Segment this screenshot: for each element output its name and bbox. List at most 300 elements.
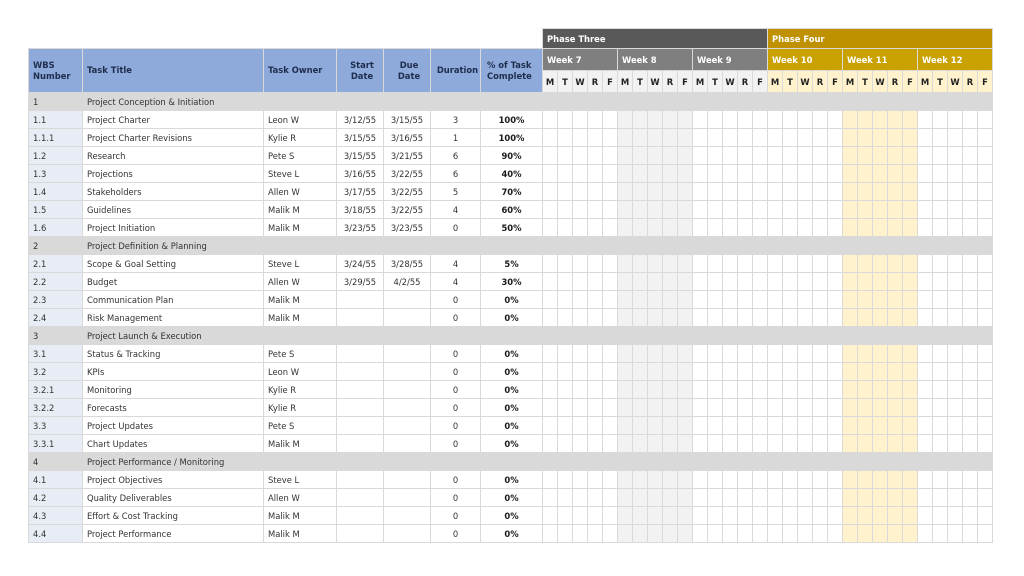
timeline-cell[interactable] [663,489,678,507]
timeline-cell[interactable] [873,255,888,273]
timeline-cell[interactable] [843,291,858,309]
wbs-number[interactable]: 1.3 [29,165,83,183]
duration[interactable]: 0 [431,399,481,417]
timeline-cell[interactable] [798,111,813,129]
timeline-cell[interactable] [858,399,873,417]
timeline-cell[interactable] [603,471,618,489]
timeline-cell[interactable] [948,489,963,507]
timeline-cell[interactable] [858,471,873,489]
task-row[interactable] [29,255,993,273]
timeline-cell[interactable] [588,309,603,327]
timeline-cell[interactable] [633,147,648,165]
timeline-cell[interactable] [948,345,963,363]
timeline-cell[interactable] [918,273,933,291]
timeline-cell[interactable] [948,417,963,435]
timeline-cell[interactable] [588,219,603,237]
percent-complete[interactable]: 0% [481,399,543,417]
timeline-cell[interactable] [978,507,993,525]
start-date[interactable]: 3/23/55 [337,219,384,237]
timeline-cell[interactable] [903,291,918,309]
timeline-cell[interactable] [948,525,963,543]
timeline-cell[interactable] [858,525,873,543]
timeline-cell[interactable] [858,507,873,525]
timeline-cell[interactable] [693,471,708,489]
timeline-cell[interactable] [633,381,648,399]
percent-complete[interactable]: 40% [481,165,543,183]
timeline-cell[interactable] [828,399,843,417]
timeline-cell[interactable] [978,201,993,219]
duration[interactable]: 0 [431,525,481,543]
timeline-cell[interactable] [753,489,768,507]
timeline-cell[interactable] [888,183,903,201]
timeline-cell[interactable] [753,471,768,489]
timeline-cell[interactable] [903,273,918,291]
timeline-cell[interactable] [888,147,903,165]
task-title[interactable]: Project Performance [83,525,264,543]
wbs-number[interactable]: 4.4 [29,525,83,543]
timeline-cell[interactable] [648,507,663,525]
timeline-cell[interactable] [543,363,558,381]
timeline-cell[interactable] [738,489,753,507]
timeline-cell[interactable] [558,399,573,417]
task-owner[interactable]: Pete S [264,417,337,435]
timeline-cell[interactable] [663,381,678,399]
timeline-cell[interactable] [933,201,948,219]
timeline-cell[interactable] [618,291,633,309]
timeline-cell[interactable] [783,111,798,129]
task-row[interactable] [29,165,993,183]
timeline-cell[interactable] [963,165,978,183]
timeline-cell[interactable] [978,147,993,165]
timeline-cell[interactable] [663,219,678,237]
timeline-cell[interactable] [618,417,633,435]
timeline-cell[interactable] [573,255,588,273]
timeline-cell[interactable] [663,399,678,417]
timeline-cell[interactable] [678,471,693,489]
duration[interactable]: 6 [431,147,481,165]
timeline-cell[interactable] [903,219,918,237]
task-title[interactable]: Quality Deliverables [83,489,264,507]
timeline-cell[interactable] [918,417,933,435]
timeline-cell[interactable] [978,309,993,327]
task-row[interactable] [29,129,993,147]
timeline-cell[interactable] [708,363,723,381]
timeline-cell[interactable] [603,273,618,291]
timeline-cell[interactable] [738,417,753,435]
timeline-cell[interactable] [918,291,933,309]
duration[interactable]: 0 [431,291,481,309]
duration[interactable]: 4 [431,273,481,291]
timeline-cell[interactable] [933,507,948,525]
duration[interactable]: 0 [431,435,481,453]
timeline-cell[interactable] [798,399,813,417]
timeline-cell[interactable] [903,309,918,327]
timeline-cell[interactable] [798,129,813,147]
timeline-cell[interactable] [588,417,603,435]
start-date[interactable]: 3/17/55 [337,183,384,201]
timeline-cell[interactable] [843,255,858,273]
timeline-cell[interactable] [963,291,978,309]
due-date[interactable] [384,435,431,453]
timeline-cell[interactable] [948,165,963,183]
percent-complete[interactable]: 100% [481,111,543,129]
timeline-cell[interactable] [723,435,738,453]
timeline-cell[interactable] [543,183,558,201]
timeline-cell[interactable] [588,255,603,273]
wbs-number[interactable]: 3.3 [29,417,83,435]
timeline-cell[interactable] [738,309,753,327]
timeline-cell[interactable] [708,273,723,291]
timeline-cell[interactable] [873,381,888,399]
percent-complete[interactable]: 0% [481,507,543,525]
start-date[interactable]: 3/29/55 [337,273,384,291]
timeline-cell[interactable] [753,183,768,201]
task-owner[interactable]: Steve L [264,165,337,183]
timeline-cell[interactable] [678,417,693,435]
task-row[interactable] [29,309,993,327]
timeline-cell[interactable] [768,507,783,525]
timeline-cell[interactable] [903,255,918,273]
timeline-cell[interactable] [768,147,783,165]
timeline-cell[interactable] [798,201,813,219]
timeline-cell[interactable] [888,309,903,327]
section-row[interactable] [29,93,993,111]
percent-complete[interactable]: 70% [481,183,543,201]
task-row[interactable] [29,147,993,165]
timeline-cell[interactable] [648,255,663,273]
wbs-number[interactable]: 2.2 [29,273,83,291]
percent-complete[interactable]: 5% [481,255,543,273]
timeline-cell[interactable] [543,219,558,237]
timeline-cell[interactable] [978,165,993,183]
timeline-cell[interactable] [858,273,873,291]
timeline-cell[interactable] [753,111,768,129]
timeline-cell[interactable] [798,345,813,363]
timeline-cell[interactable] [783,345,798,363]
timeline-cell[interactable] [708,381,723,399]
timeline-cell[interactable] [693,219,708,237]
timeline-cell[interactable] [558,363,573,381]
duration[interactable]: 3 [431,111,481,129]
timeline-cell[interactable] [783,507,798,525]
task-title[interactable]: Project Charter Revisions [83,129,264,147]
due-date[interactable]: 3/16/55 [384,129,431,147]
timeline-cell[interactable] [708,129,723,147]
timeline-cell[interactable] [573,201,588,219]
timeline-cell[interactable] [768,363,783,381]
timeline-cell[interactable] [588,345,603,363]
timeline-cell[interactable] [663,201,678,219]
timeline-cell[interactable] [738,345,753,363]
column-header-due[interactable]: Due Date [384,49,431,93]
timeline-cell[interactable] [963,471,978,489]
timeline-cell[interactable] [843,345,858,363]
timeline-cell[interactable] [843,201,858,219]
timeline-cell[interactable] [693,417,708,435]
timeline-cell[interactable] [588,111,603,129]
timeline-cell[interactable] [558,183,573,201]
timeline-cell[interactable] [618,471,633,489]
percent-complete[interactable]: 50% [481,219,543,237]
task-title[interactable]: Communication Plan [83,291,264,309]
duration[interactable]: 0 [431,381,481,399]
duration[interactable]: 0 [431,471,481,489]
start-date[interactable]: 3/15/55 [337,129,384,147]
timeline-cell[interactable] [573,111,588,129]
timeline-cell[interactable] [633,471,648,489]
timeline-cell[interactable] [843,507,858,525]
timeline-cell[interactable] [903,165,918,183]
timeline-cell[interactable] [723,291,738,309]
timeline-cell[interactable] [693,345,708,363]
timeline-cell[interactable] [783,255,798,273]
timeline-cell[interactable] [558,129,573,147]
task-owner[interactable]: Leon W [264,111,337,129]
timeline-cell[interactable] [798,291,813,309]
timeline-cell[interactable] [648,273,663,291]
timeline-cell[interactable] [828,363,843,381]
timeline-cell[interactable] [798,507,813,525]
timeline-cell[interactable] [798,381,813,399]
timeline-cell[interactable] [648,363,663,381]
timeline-cell[interactable] [603,345,618,363]
timeline-cell[interactable] [708,417,723,435]
timeline-cell[interactable] [903,435,918,453]
timeline-cell[interactable] [798,525,813,543]
task-owner[interactable]: Malik M [264,309,337,327]
timeline-cell[interactable] [543,165,558,183]
duration[interactable]: 4 [431,201,481,219]
timeline-cell[interactable] [738,435,753,453]
timeline-cell[interactable] [663,507,678,525]
timeline-cell[interactable] [843,417,858,435]
timeline-cell[interactable] [693,363,708,381]
timeline-cell[interactable] [963,147,978,165]
timeline-cell[interactable] [693,147,708,165]
timeline-cell[interactable] [783,309,798,327]
start-date[interactable] [337,309,384,327]
timeline-cell[interactable] [873,111,888,129]
timeline-cell[interactable] [678,435,693,453]
timeline-cell[interactable] [918,381,933,399]
timeline-cell[interactable] [543,255,558,273]
task-owner[interactable]: Kylie R [264,381,337,399]
timeline-cell[interactable] [678,129,693,147]
timeline-cell[interactable] [588,381,603,399]
timeline-cell[interactable] [828,381,843,399]
timeline-cell[interactable] [903,147,918,165]
wbs-number[interactable]: 3.2.1 [29,381,83,399]
timeline-cell[interactable] [783,183,798,201]
timeline-cell[interactable] [873,309,888,327]
timeline-cell[interactable] [843,435,858,453]
start-date[interactable] [337,417,384,435]
timeline-cell[interactable] [768,381,783,399]
task-owner[interactable]: Malik M [264,219,337,237]
timeline-cell[interactable] [723,183,738,201]
due-date[interactable] [384,363,431,381]
timeline-cell[interactable] [558,381,573,399]
start-date[interactable] [337,435,384,453]
section-row[interactable] [29,327,993,345]
timeline-cell[interactable] [768,273,783,291]
timeline-cell[interactable] [603,147,618,165]
timeline-cell[interactable] [963,345,978,363]
timeline-cell[interactable] [738,219,753,237]
timeline-cell[interactable] [708,525,723,543]
timeline-cell[interactable] [693,273,708,291]
timeline-cell[interactable] [753,273,768,291]
timeline-cell[interactable] [573,507,588,525]
timeline-cell[interactable] [783,291,798,309]
timeline-cell[interactable] [768,129,783,147]
percent-complete[interactable]: 100% [481,129,543,147]
timeline-cell[interactable] [603,219,618,237]
start-date[interactable] [337,507,384,525]
timeline-cell[interactable] [888,111,903,129]
timeline-cell[interactable] [558,507,573,525]
start-date[interactable]: 3/24/55 [337,255,384,273]
timeline-cell[interactable] [978,417,993,435]
task-title[interactable]: Chart Updates [83,435,264,453]
timeline-cell[interactable] [558,435,573,453]
timeline-cell[interactable] [963,489,978,507]
timeline-cell[interactable] [573,291,588,309]
task-owner[interactable]: Malik M [264,525,337,543]
timeline-cell[interactable] [948,309,963,327]
due-date[interactable] [384,309,431,327]
timeline-cell[interactable] [768,255,783,273]
timeline-cell[interactable] [738,129,753,147]
timeline-cell[interactable] [693,381,708,399]
task-title[interactable]: Scope & Goal Setting [83,255,264,273]
timeline-cell[interactable] [948,129,963,147]
timeline-cell[interactable] [663,111,678,129]
timeline-cell[interactable] [783,417,798,435]
timeline-cell[interactable] [843,129,858,147]
timeline-cell[interactable] [558,417,573,435]
timeline-cell[interactable] [693,255,708,273]
task-owner[interactable]: Steve L [264,471,337,489]
timeline-cell[interactable] [543,525,558,543]
timeline-cell[interactable] [918,255,933,273]
timeline-cell[interactable] [963,507,978,525]
timeline-cell[interactable] [933,345,948,363]
timeline-cell[interactable] [843,111,858,129]
timeline-cell[interactable] [618,273,633,291]
timeline-cell[interactable] [753,507,768,525]
timeline-cell[interactable] [768,345,783,363]
task-row[interactable] [29,273,993,291]
timeline-cell[interactable] [843,165,858,183]
wbs-number[interactable]: 4.1 [29,471,83,489]
timeline-cell[interactable] [858,309,873,327]
timeline-cell[interactable] [753,525,768,543]
column-header-owner[interactable]: Task Owner [264,49,337,93]
timeline-cell[interactable] [603,363,618,381]
timeline-cell[interactable] [963,219,978,237]
timeline-cell[interactable] [663,165,678,183]
wbs-number[interactable]: 3.3.1 [29,435,83,453]
timeline-cell[interactable] [678,255,693,273]
task-owner[interactable]: Kylie R [264,129,337,147]
timeline-cell[interactable] [663,525,678,543]
timeline-cell[interactable] [873,291,888,309]
timeline-cell[interactable] [543,291,558,309]
timeline-cell[interactable] [888,363,903,381]
duration[interactable]: 5 [431,183,481,201]
timeline-cell[interactable] [918,399,933,417]
timeline-cell[interactable] [753,129,768,147]
timeline-cell[interactable] [633,255,648,273]
timeline-cell[interactable] [618,183,633,201]
timeline-cell[interactable] [858,345,873,363]
timeline-cell[interactable] [573,219,588,237]
timeline-cell[interactable] [858,111,873,129]
timeline-cell[interactable] [708,165,723,183]
timeline-cell[interactable] [558,309,573,327]
timeline-cell[interactable] [708,255,723,273]
timeline-cell[interactable] [768,183,783,201]
task-title[interactable]: Research [83,147,264,165]
duration[interactable]: 0 [431,345,481,363]
timeline-cell[interactable] [873,471,888,489]
timeline-cell[interactable] [678,381,693,399]
timeline-cell[interactable] [888,471,903,489]
timeline-cell[interactable] [783,165,798,183]
timeline-cell[interactable] [783,363,798,381]
wbs-number[interactable]: 1.6 [29,219,83,237]
task-title[interactable]: Project Updates [83,417,264,435]
percent-complete[interactable]: 0% [481,525,543,543]
timeline-cell[interactable] [978,219,993,237]
timeline-cell[interactable] [573,489,588,507]
timeline-cell[interactable] [828,147,843,165]
timeline-cell[interactable] [558,291,573,309]
timeline-cell[interactable] [633,291,648,309]
timeline-cell[interactable] [678,507,693,525]
timeline-cell[interactable] [828,111,843,129]
percent-complete[interactable]: 0% [481,417,543,435]
timeline-cell[interactable] [633,309,648,327]
start-date[interactable]: 3/15/55 [337,147,384,165]
task-row[interactable] [29,219,993,237]
wbs-number[interactable]: 3.1 [29,345,83,363]
timeline-cell[interactable] [603,489,618,507]
timeline-cell[interactable] [648,525,663,543]
wbs-number[interactable]: 2.3 [29,291,83,309]
timeline-cell[interactable] [768,219,783,237]
duration[interactable]: 1 [431,129,481,147]
timeline-cell[interactable] [843,399,858,417]
timeline-cell[interactable] [708,309,723,327]
timeline-cell[interactable] [603,255,618,273]
timeline-cell[interactable] [813,435,828,453]
timeline-cell[interactable] [633,435,648,453]
timeline-cell[interactable] [618,363,633,381]
timeline-cell[interactable] [753,435,768,453]
timeline-cell[interactable] [798,183,813,201]
timeline-cell[interactable] [963,417,978,435]
timeline-cell[interactable] [588,129,603,147]
timeline-cell[interactable] [768,435,783,453]
due-date[interactable]: 3/22/55 [384,183,431,201]
timeline-cell[interactable] [888,417,903,435]
timeline-cell[interactable] [618,309,633,327]
timeline-cell[interactable] [678,201,693,219]
timeline-cell[interactable] [978,363,993,381]
task-row[interactable] [29,489,993,507]
